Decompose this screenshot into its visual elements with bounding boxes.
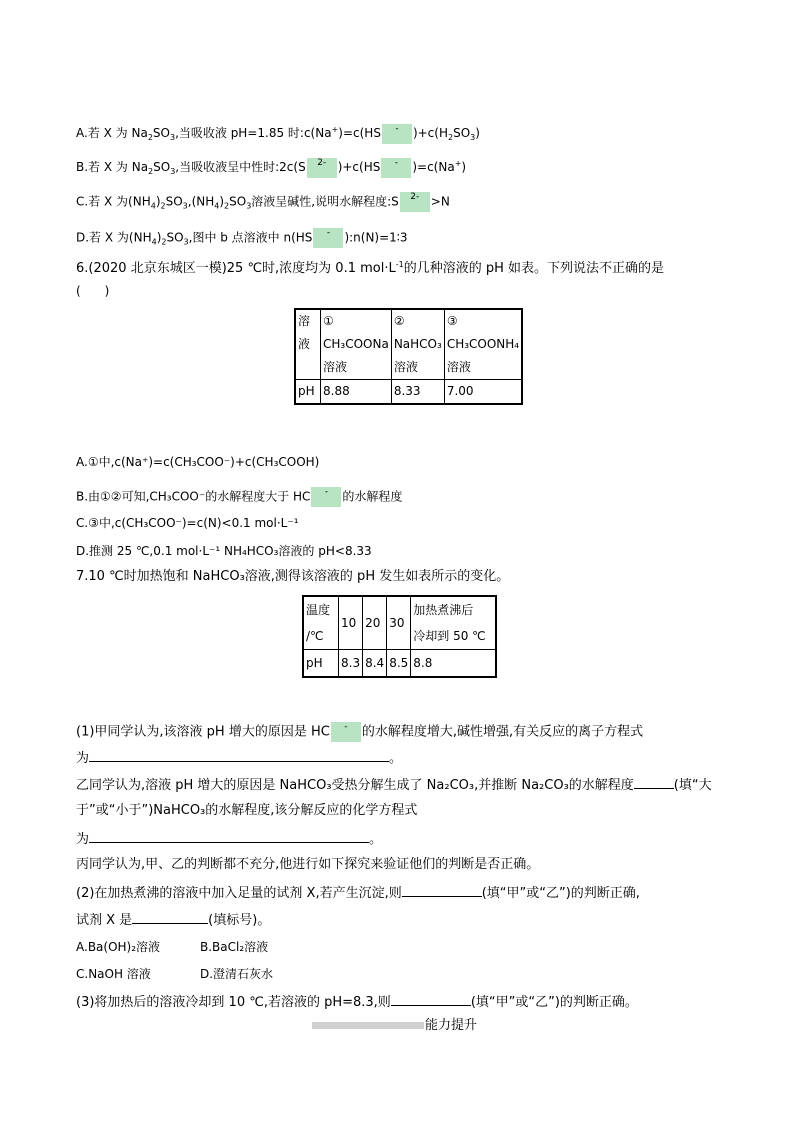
answer-blank[interactable] [634,776,674,789]
question-6-stem: 6.(2020 北京东城区一模)25 ℃时,浓度均为 0.1 $mol\cdot L^{-1}$的几种溶液的 pH 如表。下列说法不正确的是 [76,260,664,276]
option-c: C.若 X 为$(NH_4)_2SO_3,(NH_4)_2SO_3$溶液呈碱性,说明水解程度:S 2- >N [76,192,450,211]
question-6-paren: ( ) [76,284,110,298]
part-1-line1: (1)甲同学认为,该溶液 pH 增大的原因是 HC - 的水解程度增大,碱性增强,有关反应的离子方程式 [76,722,643,742]
ph-table-7: 温度 /℃ 10 20 30 加热煮沸后 冷却到 50 ℃ pH 8.3 8.4 8.5 8.8 [302,595,497,678]
part-1-yi-line3: 为 。 [76,832,383,847]
part-3: (3)将加热后的溶液冷却到 10 ℃,若溶液的 pH=8.3,则 (填“甲”或“乙”)的判断正确。 [76,995,638,1010]
answer-blank[interactable] [402,884,482,897]
option-d: D.若 X 为$(NH_4)_2SO_3$,图中 b 点溶液中 n(HS - ):n(N)=1∶3 [76,228,408,247]
section-heading: 能力提升 [425,1018,478,1033]
formula-image-box: - [313,228,343,248]
part-2-option-b: B.BaCl₂溶液 [200,940,269,954]
formula-image-box: - [331,722,361,742]
option-a: A.若 X 为 $Na_2SO_3$,当吸收液 pH=1.85 时:c(Na+)=c(HS - )$+c(H_2SO_3)$ [76,123,480,142]
formula-image-box: - [382,124,412,144]
part-2-option-d: D.澄清石灰水 [200,967,274,981]
question-7-stem: 7.10 ℃时加热饱和 NaHCO₃溶液,测得该溶液的 pH 发生如表所示的变化。 [76,569,510,584]
part-1-line2: 为 。 [76,751,403,766]
formula-image-box: 2- [400,192,430,212]
part-2-option-a: A.Ba(OH)₂溶液 [76,940,161,954]
section-divider-bar [312,1022,424,1029]
ph-table-6: 溶 液 ① CH₃COONa 溶液 ② NaHCO₃ 溶液 ③ CH₃COONH₄ 溶液 pH 8.88 8.33 7.00 [294,308,523,405]
part-2-line2: 试剂 X 是 (填标号)。 [76,913,271,928]
q6-option-a: A.①中,c(Na⁺)=c(CH₃COO⁻)+c(CH₃COOH) [76,455,320,469]
part-1-bing: 丙同学认为,甲、乙的判断都不充分,他进行如下探究来验证他们的判断是否正确。 [76,857,540,872]
formula-image-box: - [381,158,411,178]
q6-option-b: B.由①②可知,CH₃COO⁻的水解程度大于 HC - 的水解程度 [76,487,402,507]
formula-image-box: - [311,487,341,507]
answer-blank[interactable] [89,749,389,762]
part-1-yi-line2: 于”或“小于”)NaHCO₃的水解程度,该分解反应的化学方程式 [76,803,418,818]
formula-image-box: 2- [307,158,337,178]
q6-option-d: D.推测 25 ℃,0.1 mol·L⁻¹ NH₄HCO₃溶液的 pH<8.33 [76,544,372,558]
option-b: B.若 X 为 $Na_2SO_3$,当吸收液呈中性时:2c(S 2- )+c(HS - )=c(Na+) [76,157,467,176]
answer-blank[interactable] [391,993,471,1006]
answer-blank[interactable] [89,830,369,843]
q6-option-c: C.③中,c(CH₃COO⁻)=c(N)<0.1 mol·L⁻¹ [76,516,299,530]
part-1-yi-line1: 乙同学认为,溶液 pH 增大的原因是 NaHCO₃受热分解生成了 Na₂CO₃,并推断 Na₂CO₃的水解程度 (填“大 [76,778,712,793]
part-2-line1: (2)在加热煮沸的溶液中加入足量的试剂 X,若产生沉淀,则 (填“甲”或“乙”)的判断正确, [76,886,640,901]
part-2-option-c: C.NaOH 溶液 [76,967,151,981]
answer-blank[interactable] [132,911,208,924]
